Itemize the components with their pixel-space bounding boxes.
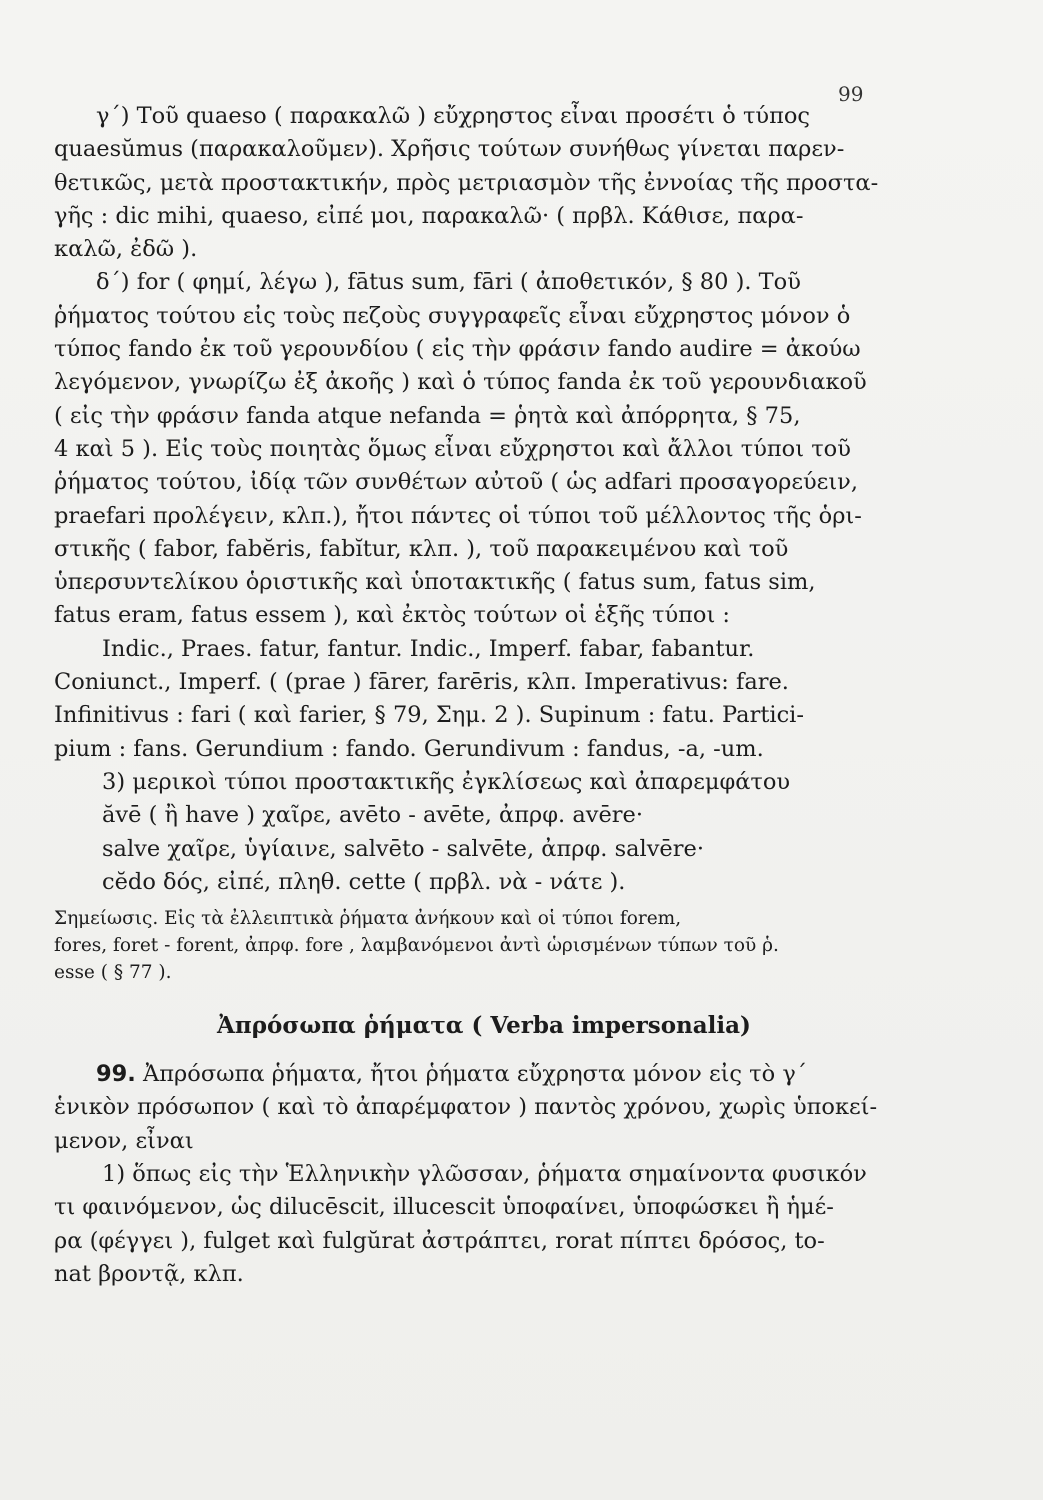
text-body xyxy=(54,100,894,1291)
text-line: praefari προλέγειν, κλπ.), ἤτοι πάντες οἱ τύποι τοῦ μέλλοντος τῆς ὁρι- xyxy=(54,502,862,529)
text-line: quaesŭmus (παρακαλοῦμεν). Χρῆσις τούτων συνήθως γίνεται παρεν- xyxy=(54,136,845,163)
text-line: fatus eram, fatus essem ), καὶ ἐκτὸς τούτων οἱ ἑξῆς τύποι : xyxy=(54,602,731,629)
text-line: τύπος fando ἐκ τοῦ γερουνδίου ( εἰς τὴν φράσιν fando audire = ἀκούω xyxy=(54,336,861,363)
text-line: ρα (φέγγει ), fulget καὶ fulgŭrat ἀστράπτει, rorat πίπτει δρόσος, to- xyxy=(54,1227,825,1254)
paragraph-text: Ἀπρόσωπα ῥήματα, ἤτοι ῥήματα εὔχρηστα μόνον εἰς τὸ γ΄ xyxy=(143,1061,808,1088)
text-line: θετικῶς, μετὰ προστακτικήν, πρὸς μετριασμὸν τῆς ἐννοίας τῆς προστα- xyxy=(54,169,879,196)
text-line: ( εἰς τὴν φράσιν fanda atque nefanda = ῥητὰ καὶ ἀπόρρητα, § 75, xyxy=(54,402,801,429)
table-line: Coniunct., Imperf. ( (prae ) fārer, farēris, κλπ. Imperativus: fare. xyxy=(54,669,789,696)
text-line: ῥήματος τούτου εἰς τοὺς πεζοὺς συγγραφεῖς εἶναι εὔχρηστος μόνον ὁ xyxy=(54,302,851,329)
note-line: esse ( § 77 ). xyxy=(54,962,172,984)
text-line: δ΄) for ( φημί, λέγω ), fātus sum, fāri ( ἀποθετικόν, § 80 ). Τοῦ xyxy=(96,269,801,296)
section-heading: Ἀπρόσωπα ῥήματα ( Verba impersonalia) xyxy=(217,1012,751,1040)
list-line: salve χαῖρε, ὑγίαινε, salvēto - salvēte, ἀπρφ. salvēre· xyxy=(102,835,704,862)
paragraph-number: 99. xyxy=(96,1061,136,1088)
table-line: Indic., Praes. fatur, fantur. Indic., Imperf. fabar, fabantur. xyxy=(102,635,755,662)
text-line: στικῆς ( fabor, fabĕris, fabĭtur, κλπ. ), τοῦ παρακειμένου καὶ τοῦ xyxy=(54,535,789,562)
text-line: καλῶ, ἐδῶ ). xyxy=(54,236,198,263)
paragraph-line: ἑνικὸν πρόσωπον ( καὶ τὸ ἀπαρέμφατον ) παντὸς χρόνου, χωρὶς ὑποκεί- xyxy=(54,1094,878,1121)
paragraph-line: μενον, εἶναι xyxy=(54,1127,194,1154)
note-line: fores, foret - forent, ἀπρφ. fore , λαμβανόμενοι ἀντὶ ὡρισμένων τύπων τοῦ ῥ. xyxy=(54,935,779,957)
text-line: τι φαινόμενον, ὡς dilucēscit, illucescit ὑποφαίνει, ὑποφώσκει ἢ ἡμέ- xyxy=(54,1194,834,1221)
paragraph-line xyxy=(54,1058,894,1091)
text-line: 4 καὶ 5 ). Εἰς τοὺς ποιητὰς ὅμως εἶναι εὔχρηστοι καὶ ἄλλοι τύποι τοῦ xyxy=(54,435,851,462)
text-line: ῥήματος τούτου, ἰδίᾳ τῶν συνθέτων αὐτοῦ ( ὡς adfari προσαγορεύειν, xyxy=(54,469,858,496)
text-line: nat βροντᾷ, κλπ. xyxy=(54,1260,244,1287)
text-line: γῆς : dic mihi, quaeso, εἰπέ μοι, παρακαλῶ· ( πρβλ. Κάθισε, παρα- xyxy=(54,202,804,229)
table-line: pium : fans. Gerundium : fando. Gerundivum : fandus, -a, -um. xyxy=(54,735,764,762)
page-number: 99 xyxy=(838,82,864,106)
list-line: cĕdo δός, εἰπέ, πληθ. cette ( πρβλ. νὰ - νάτε ). xyxy=(102,868,626,895)
text-line: ὑπερσυντελίκου ὁριστικῆς καὶ ὑποτακτικῆς ( fatus sum, fatus sim, xyxy=(54,569,816,596)
text-line: 1) ὅπως εἰς τὴν Ἑλληνικὴν γλῶσσαν, ῥήματα σημαίνοντα φυσικόν xyxy=(102,1161,867,1188)
note-line: Σημείωσις. Εἰς τὰ ἐλλειπτικὰ ῥήματα ἀνήκουν καὶ οἱ τύποι forem, xyxy=(54,908,682,930)
table-line: Infinitivus : fari ( καὶ farier, § 79, Σημ. 2 ). Supinum : fatu. Partici- xyxy=(54,702,804,729)
list-line: 3) μερικοὶ τύποι προστακτικῆς ἐγκλίσεως καὶ ἀπαρεμφάτου xyxy=(102,768,791,795)
text-line: γ΄) Τοῦ quaeso ( παρακαλῶ ) εὔχρηστος εἶναι προσέτι ὁ τύπος xyxy=(96,103,811,129)
text-line: λεγόμενον, γνωρίζω ἐξ ἀκοῆς ) καὶ ὁ τύπος fanda ἐκ τοῦ γερουνδιακοῦ xyxy=(54,369,867,396)
list-line: ăvē ( ἢ have ) χαῖρε, avēto - avēte, ἀπρφ. avēre· xyxy=(102,802,643,829)
